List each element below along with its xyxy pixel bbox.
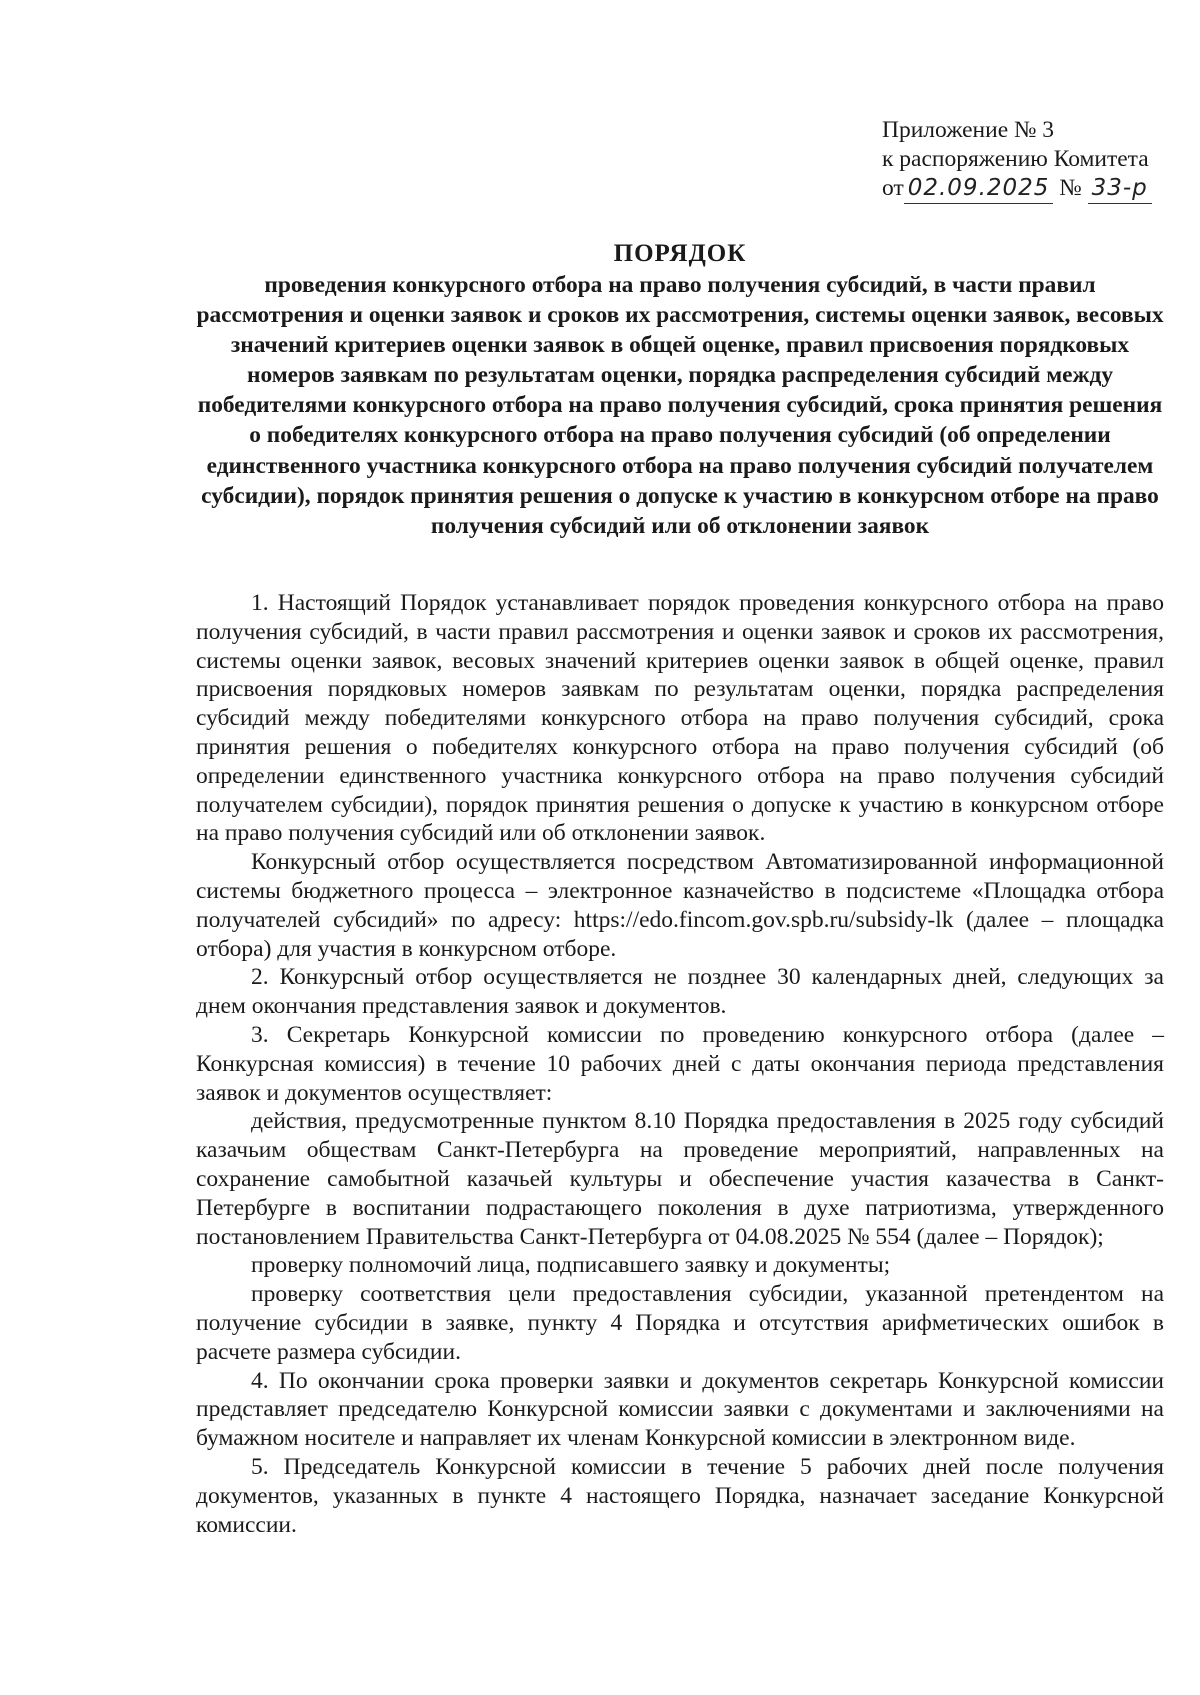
- paragraph-4: 4. По окончании срока проверки заявки и документов секретарь Конкурсной комиссии представляет председателю Конкурсной комиссии заявки с документами и заключениями на бумажном носителе и направляет их членам Конкурсной комиссии в электронном виде.: [196, 1367, 1164, 1452]
- appendix-date-number: [882, 174, 1152, 204]
- document-title: [190, 238, 1170, 541]
- paragraph-3: 3. Секретарь Конкурсной комиссии по проведению конкурсного отбора (далее – Конкурсная комиссия) в течение 10 рабочих дней с даты окончания периода представления заявок и документов осуществляет:: [196, 1021, 1164, 1106]
- appendix-reference: к распоряжению Комитета: [882, 146, 1149, 172]
- paragraph-3-authority-check: проверку полномочий лица, подписавшего заявку и документы;: [251, 1252, 891, 1279]
- date-prefix: от: [882, 175, 904, 201]
- number-prefix: №: [1059, 175, 1082, 201]
- paragraph-1-platform: Конкурсный отбор осуществляется посредством Автоматизированной информационной системы бюджетного процесса – электронное казначейство в подсистеме «Площадка отбора получателей субсидий» по адресу: https://edo.fincom.gov.spb.ru/subsidy-lk (далее – площадка отбора) для участия в конкурсном отборе.: [196, 849, 1164, 962]
- paragraph-3-actions: действия, предусмотренные пунктом 8.10 Порядка предоставления в 2025 году субсидий казачьим обществам Санкт-Петербурга на проведение мероприятий, направленных на сохранение самобытной казачьей культуры и обеспечение участия казачества в Санкт-Петербурге в воспитании подрастающего поколения в духе патриотизма, утвержденного постановлением Правительства Санкт-Петербурга от 04.08.2025 № 554 (далее – Порядок);: [196, 1108, 1164, 1250]
- document-body: [196, 589, 1164, 1539]
- handwritten-number: 33-р: [1088, 174, 1152, 204]
- paragraph-2: 2. Конкурсный отбор осуществляется не позднее 30 календарных дней, следующих за днем окончания представления заявок и документов.: [196, 964, 1164, 1020]
- paragraph-1: 1. Настоящий Порядок устанавливает порядок проведения конкурсного отбора на право получения субсидий, в части правил рассмотрения и оценки заявок и сроков их рассмотрения, системы оценки заявок, весовых значений критериев оценки заявок в общей оценке, правил присвоения порядковых номеров заявкам по результатам оценки, порядка распределения субсидий между победителями конкурсного отбора на право получения субсидий, срока принятия решения о победителях конкурсного отбора на право получения субсидий (об определении единственного участника конкурсного отбора на право получения субсидий получателем субсидии), порядок принятия решения о допуске к участию в конкурсном отборе на право получения субсидий или об отклонении заявок.: [196, 590, 1164, 847]
- paragraph-3-purpose-check: проверку соответствия цели предоставления субсидии, указанной претендентом на получение субсидии в заявке, пункту 4 Порядка и отсутствия арифметических ошибок в расчете размера субсидии.: [196, 1281, 1164, 1365]
- title-main: ПОРЯДОК: [613, 240, 747, 267]
- title-subtitle: проведения конкурсного отбора на право получения субсидий, в части правил рассмотрения и оценки заявок и сроков их рассмотрения, системы оценки заявок, весовых значений критериев оценки заявок в общей оценке, правил присвоения порядковых номеров заявкам по результатам оценки, порядка распределения субсидий между победителями конкурсного отбора на право получения субсидий, срока принятия решения о победителях конкурсного отбора на право получения субсидий (об определении единственного участника конкурсного отбора на право получения субсидий получателем субсидии), порядок принятия решения о допуске к участию в конкурсном отборе на право получения субсидий или об отклонении заявок: [196, 272, 1164, 539]
- appendix-header: [882, 116, 1152, 204]
- paragraph-5: 5. Председатель Конкурсной комиссии в течение 5 рабочих дней после получения документов, указанных в пункте 4 настоящего Порядка, назначает заседание Конкурсной комиссии.: [196, 1453, 1164, 1538]
- appendix-number: Приложение № 3: [882, 117, 1055, 143]
- handwritten-date: 02.09.2025: [904, 174, 1054, 204]
